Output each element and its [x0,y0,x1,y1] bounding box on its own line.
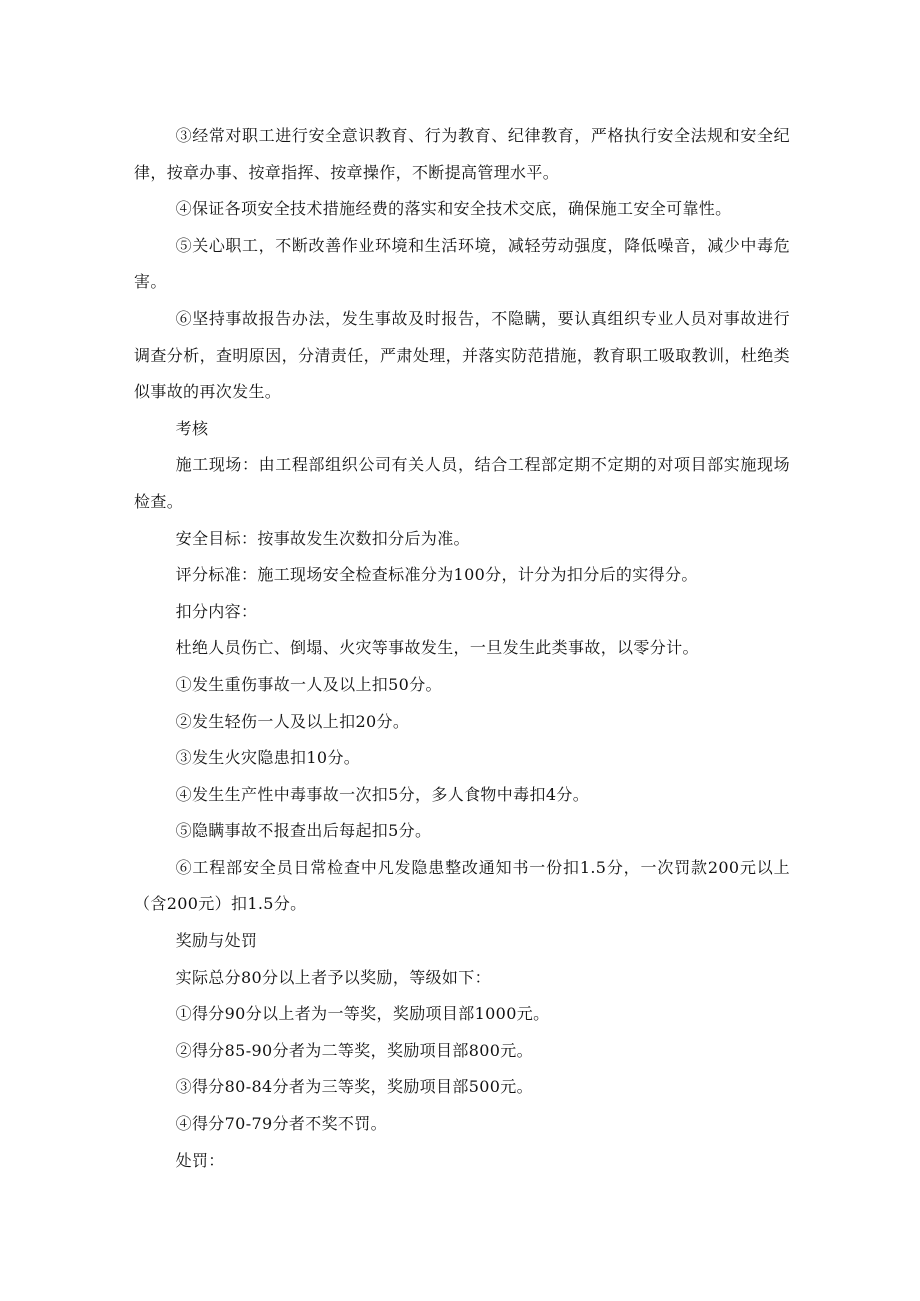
paragraph-safety-education: ③经常对职工进行安全意识教育、行为教育、纪律教育，严格执行安全法规和安全纪律，按章办事、按章指挥、按章操作，不断提高管理水平。 [134,126,790,182]
paragraph-zero-score-rule: 杜绝人员伤亡、倒塌、火灾等事故发生，一旦发生此类事故，以零分计。 [175,638,699,658]
document-body [134,118,790,1179]
paragraph-safety-funding: ④保证各项安全技术措施经费的落实和安全技术交底，确保施工安全可靠性。 [175,199,732,219]
paragraph-accident-reporting: ⑥坚持事故报告办法，发生事故及时报告，不隐瞒，要认真组织专业人员对事故进行调查分析，查明原因，分清责任，严肃处理，并落实防范措施，教育职工吸取教训，杜绝类似事故的再次发生。 [134,308,790,402]
paragraph-work-environment: ⑤关心职工，不断改善作业环境和生活环境，减轻劳动强度，降低噪音，减少中毒危害。 [134,235,790,292]
list-item-deduction-5: ⑤隐瞒事故不报查出后每起扣5分。 [175,821,432,841]
paragraph-penalty-heading: 处罚： [175,1150,225,1170]
section-heading-assessment: 考核 [175,418,209,438]
list-item-deduction-2: ②发生轻伤一人及以上扣20分。 [175,711,410,731]
paragraph-deduction-heading: 扣分内容： [175,601,258,621]
list-item-reward-3: ③得分80-84分者为三等奖，奖励项目部500元。 [175,1077,534,1097]
list-item-reward-2: ②得分85-90分者为二等奖，奖励项目部800元。 [175,1040,534,1060]
list-item-deduction-4: ④发生生产性中毒事故一次扣5分，多人食物中毒扣4分。 [175,784,590,804]
list-item-deduction-1: ①发生重伤事故一人及以上扣50分。 [175,674,442,694]
section-heading-rewards-penalties: 奖励与处罚 [175,931,258,951]
list-item-deduction-6: ⑥工程部安全员日常检查中凡发隐患整改通知书一份扣1.5分，一次罚款200元以上（含200元）扣1.5分。 [134,857,790,914]
list-item-deduction-3: ③发生火灾隐患扣10分。 [175,748,361,768]
paragraph-site-inspection: 施工现场：由工程部组织公司有关人员，结合工程部定期不定期的对项目部实施现场检查。 [134,455,790,511]
list-item-reward-1: ①得分90分以上者为一等奖，奖励项目部1000元。 [175,1004,550,1024]
paragraph-scoring-standard: 评分标准：施工现场安全检查标准分为100分，计分为扣分后的实得分。 [175,565,698,585]
paragraph-safety-target: 安全目标：按事故发生次数扣分后为准。 [175,528,470,548]
list-item-reward-4: ④得分70-79分者不奖不罚。 [175,1114,387,1134]
paragraph-reward-intro: 实际总分80分以上者予以奖励，等级如下： [175,967,491,987]
